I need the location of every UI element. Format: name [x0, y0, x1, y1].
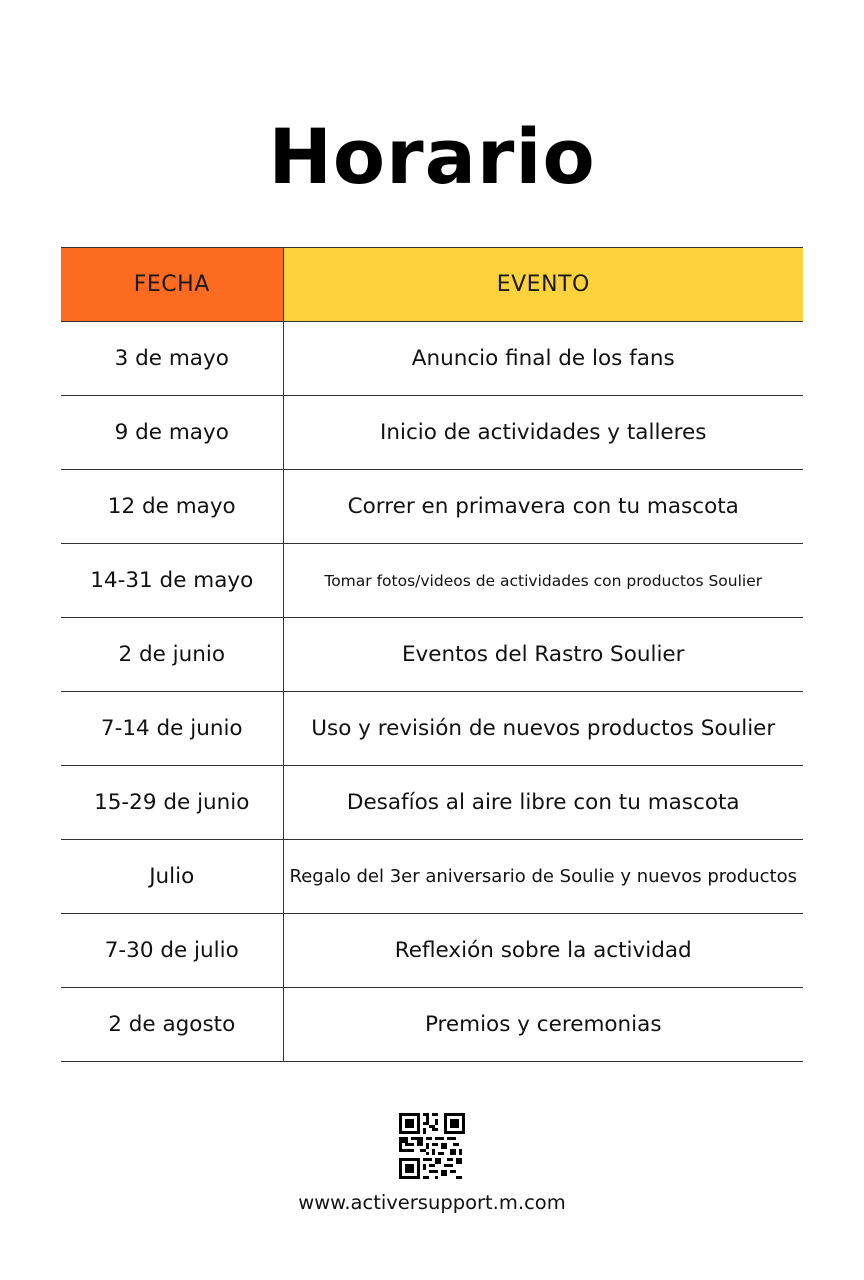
- row-event: Tomar fotos/videos de actividades con productos Soulier: [283, 544, 803, 618]
- row-event: Reflexión sobre la actividad: [283, 914, 803, 988]
- row-event: Correr en primavera con tu mascota: [283, 470, 803, 544]
- table-row: [61, 988, 803, 1062]
- row-event: Regalo del 3er aniversario de Soulie y nuevos productos: [283, 840, 803, 914]
- row-event: Anuncio final de los fans: [283, 322, 803, 396]
- header-date: FECHA: [61, 248, 283, 322]
- schedule-table: [61, 247, 803, 1062]
- row-date: 7-30 de julio: [61, 914, 283, 988]
- row-event: Inicio de actividades y talleres: [283, 396, 803, 470]
- row-date: 3 de mayo: [61, 322, 283, 396]
- row-event: Premios y ceremonias: [283, 988, 803, 1062]
- table-row: [61, 470, 803, 544]
- row-date: 2 de agosto: [61, 988, 283, 1062]
- qr-code-icon[interactable]: [399, 1113, 465, 1179]
- table-row: [61, 840, 803, 914]
- row-date: 14-31 de mayo: [61, 544, 283, 618]
- website-link[interactable]: www.activersupport.m.com: [298, 1191, 566, 1214]
- row-date: 15-29 de junio: [61, 766, 283, 840]
- table-row: [61, 544, 803, 618]
- table-row: [61, 914, 803, 988]
- row-date: Julio: [61, 840, 283, 914]
- table-row: [61, 322, 803, 396]
- row-event: Uso y revisión de nuevos productos Soulier: [283, 692, 803, 766]
- table-row: [61, 692, 803, 766]
- row-date: 12 de mayo: [61, 470, 283, 544]
- row-date: 9 de mayo: [61, 396, 283, 470]
- table-row: [61, 618, 803, 692]
- row-event: Eventos del Rastro Soulier: [283, 618, 803, 692]
- page-title: Horario: [268, 112, 596, 201]
- row-event: Desafíos al aire libre con tu mascota: [283, 766, 803, 840]
- header-event: EVENTO: [283, 248, 803, 322]
- row-date: 2 de junio: [61, 618, 283, 692]
- table-header-row: [61, 248, 803, 322]
- table-row: [61, 396, 803, 470]
- row-date: 7-14 de junio: [61, 692, 283, 766]
- table-row: [61, 766, 803, 840]
